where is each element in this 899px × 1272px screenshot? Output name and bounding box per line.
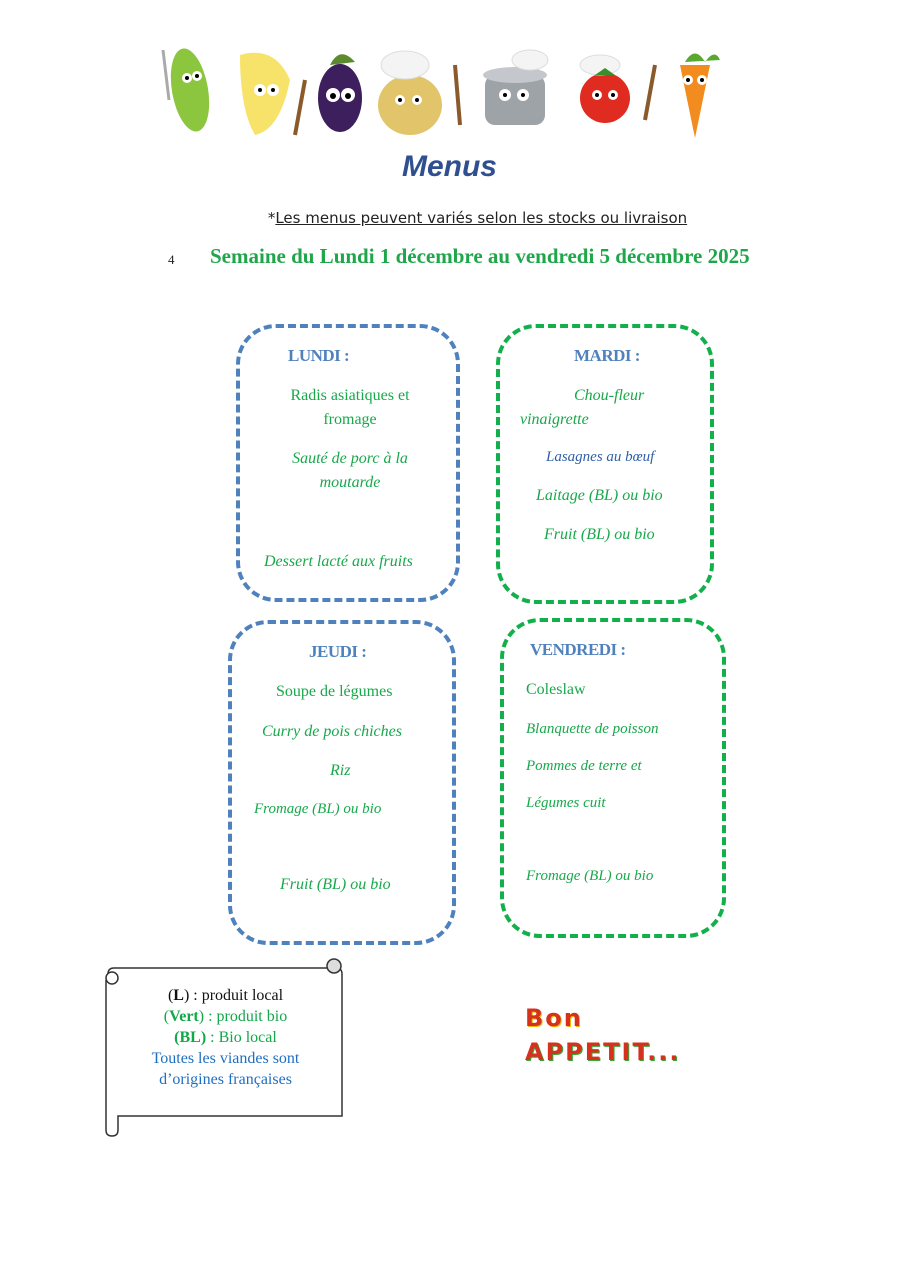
day-label-jeudi: JEUDI :	[309, 642, 367, 661]
page-number: 4	[168, 252, 175, 267]
eggplant-icon	[318, 54, 362, 132]
menu-item: Fromage (BL) ou bio	[526, 868, 654, 884]
menu-item: Riz	[330, 762, 351, 779]
menu-item: Sauté de porc à la moutarde	[292, 450, 408, 491]
day-label-vendredi: VENDREDI :	[530, 640, 626, 659]
legend-text	[118, 985, 333, 1090]
menu-item: Fromage (BL) ou bio	[254, 801, 382, 817]
legend-bio: (Vert) : produit bio	[163, 1008, 288, 1025]
cooking-pot-icon	[483, 50, 548, 125]
menu-item: Laitage (BL) ou bio	[536, 487, 663, 504]
disclaimer-note	[0, 209, 899, 227]
vendredi-menu-box	[500, 618, 726, 938]
banana-icon	[240, 53, 305, 135]
menu-item: Dessert lacté aux fruits	[264, 553, 413, 570]
tomato-icon	[580, 55, 655, 123]
menu-item: Légumes cuit	[526, 795, 606, 811]
menu-item: Fruit (BL) ou bio	[280, 876, 391, 893]
page-title: Menus	[401, 150, 497, 183]
menu-item: Curry de pois chiches	[262, 723, 402, 740]
disclaimer-asterisk: *	[267, 209, 276, 227]
bon-appetit-logo	[525, 1004, 681, 1066]
lundi-menu-box	[236, 324, 460, 602]
jeudi-menu-box	[228, 620, 456, 945]
potato-chef-icon	[378, 51, 460, 135]
legend-bio-local: (BL) : Bio local	[174, 1029, 277, 1046]
menu-item: Lasagnes au bœuf	[546, 449, 655, 465]
menu-item: Blanquette de poisson	[526, 721, 659, 737]
bon-appetit-line1: Bon	[525, 1004, 583, 1032]
week-heading: Semaine du Lundi 1 décembre au vendredi 5 décembre 2025	[210, 244, 750, 268]
disclaimer-text: Les menus peuvent variés selon les stocks ou livraison	[275, 209, 688, 227]
legend-viandes: Toutes les viandes sont d’origines françaises	[151, 1050, 300, 1088]
menu-item: Fruit (BL) ou bio	[544, 526, 655, 543]
pea-pod-icon	[163, 46, 215, 135]
menu-item: Soupe de légumes	[276, 683, 393, 700]
menu-item: Pommes de terre et	[526, 758, 642, 774]
carrot-icon	[680, 54, 720, 139]
vegetable-characters-banner	[155, 40, 730, 140]
mardi-menu-box	[496, 324, 714, 604]
day-label-mardi: MARDI :	[574, 346, 640, 365]
menu-item: Chou-fleur vinaigrette	[520, 387, 645, 428]
menu-item: Radis asiatiques et fromage	[290, 387, 410, 428]
menu-item: Coleslaw	[526, 681, 586, 698]
day-label-lundi: LUNDI :	[288, 346, 350, 365]
bon-appetit-line2: APPETIT...	[525, 1038, 681, 1066]
legend-local: (L) : produit local	[167, 987, 284, 1004]
